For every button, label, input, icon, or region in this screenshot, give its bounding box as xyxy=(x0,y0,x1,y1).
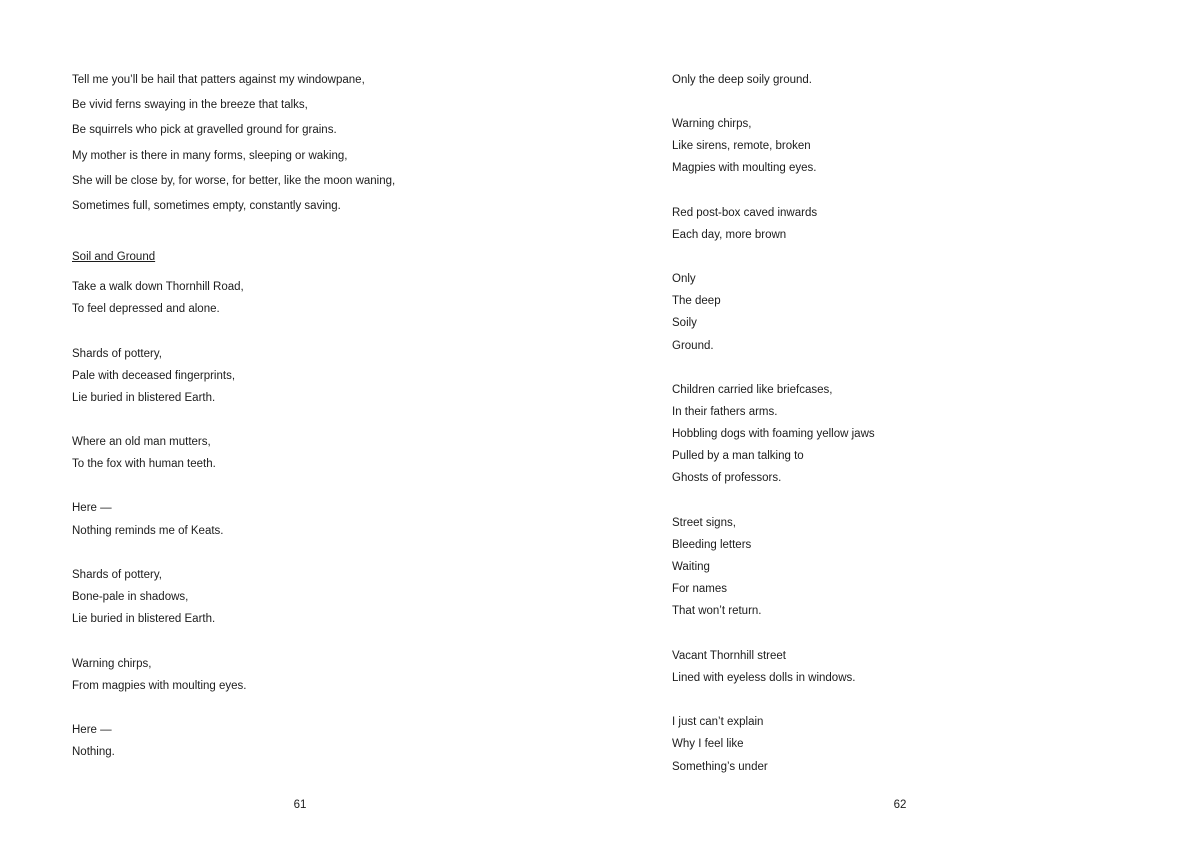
poem-line: Sometimes full, sometimes empty, constantly saving. xyxy=(72,200,341,212)
poem-line: Pulled by a man talking to xyxy=(672,450,804,462)
poem-line: Nothing. xyxy=(72,746,115,758)
poem-line: In their fathers arms. xyxy=(672,406,778,418)
poem-line: She will be close by, for worse, for better, like the moon waning, xyxy=(72,175,396,187)
poem-line: The deep xyxy=(672,295,721,307)
poem-line: Pale with deceased fingerprints, xyxy=(72,370,236,382)
poem-line: Soily xyxy=(672,317,697,329)
poem-line: Ground. xyxy=(672,340,714,352)
page-number: 62 xyxy=(893,799,907,811)
poem-line: Ghosts of professors. xyxy=(672,472,782,484)
poem-line: Be vivid ferns swaying in the breeze that talks, xyxy=(72,99,308,111)
poem-line: I just can’t explain xyxy=(672,716,764,728)
poem-line: For names xyxy=(672,583,727,595)
poem-line: Lie buried in blistered Earth. xyxy=(72,613,216,625)
poem-line: Like sirens, remote, broken xyxy=(672,140,811,152)
poem-line: Only the deep soily ground. xyxy=(672,74,813,86)
poem-line: Magpies with moulting eyes. xyxy=(672,162,817,174)
poem-line: Take a walk down Thornhill Road, xyxy=(72,281,244,293)
poem-line: Lined with eyeless dolls in windows. xyxy=(672,672,856,684)
right-page xyxy=(600,0,1200,849)
poem-line: That won’t return. xyxy=(672,605,762,617)
poem-line: Shards of pottery, xyxy=(72,348,162,360)
poem-line: Warning chirps, xyxy=(672,118,752,130)
poem-line: Bone-pale in shadows, xyxy=(72,591,189,603)
poem-line: Street signs, xyxy=(672,517,736,529)
poem-line: Bleeding letters xyxy=(672,539,752,551)
poem-line: Be squirrels who pick at gravelled ground for grains. xyxy=(72,124,337,136)
poem-line: From magpies with moulting eyes. xyxy=(72,680,247,692)
poem-line: Vacant Thornhill street xyxy=(672,650,786,662)
poem-line: Lie buried in blistered Earth. xyxy=(72,392,216,404)
poem-line: Where an old man mutters, xyxy=(72,436,211,448)
page-number: 61 xyxy=(293,799,307,811)
poem-line: Shards of pottery, xyxy=(72,569,162,581)
poem-line: Here — xyxy=(72,724,112,736)
poem-line: My mother is there in many forms, sleeping or waking, xyxy=(72,150,348,162)
poem-line: Something’s under xyxy=(672,761,768,773)
poem-line: To feel depressed and alone. xyxy=(72,303,220,315)
poem-line: Nothing reminds me of Keats. xyxy=(72,525,224,537)
poem-line: Hobbling dogs with foaming yellow jaws xyxy=(672,428,875,440)
poem-line: Waiting xyxy=(672,561,710,573)
poem-line: Tell me you’ll be hail that patters against my windowpane, xyxy=(72,74,365,86)
poem-line: Children carried like briefcases, xyxy=(672,384,833,396)
poem-line: Only xyxy=(672,273,696,285)
poem-line: Each day, more brown xyxy=(672,229,787,241)
poem-line: Here — xyxy=(72,502,112,514)
poem-line: To the fox with human teeth. xyxy=(72,458,216,470)
poem-line: Red post-box caved inwards xyxy=(672,207,818,219)
poem-line: Warning chirps, xyxy=(72,658,152,670)
poem-line: Why I feel like xyxy=(672,738,744,750)
poem-title: Soil and Ground xyxy=(72,251,156,263)
